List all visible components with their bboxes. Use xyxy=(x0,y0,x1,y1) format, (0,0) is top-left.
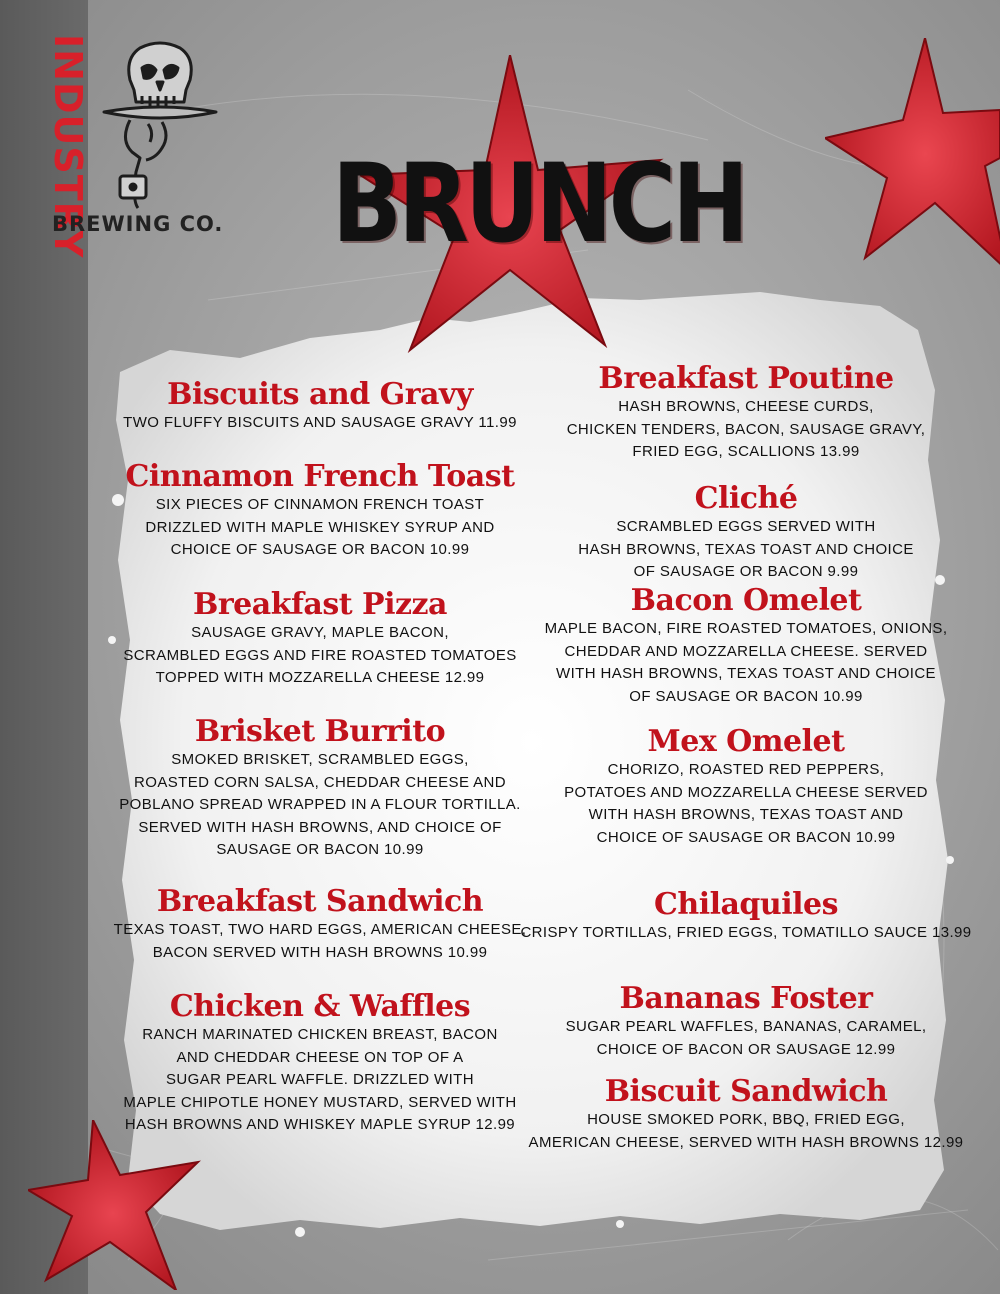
menu-item-description-line: BACON SERVED WITH HASH BROWNS 10.99 xyxy=(152,943,488,961)
menu-item-description-line: SCRAMBLED EGGS AND FIRE ROASTED TOMATOES xyxy=(123,646,517,664)
menu-item-description-line: CHEDDAR AND MOZZARELLA CHEESE. SERVED xyxy=(564,642,928,660)
menu-item-name: Bacon Omelet xyxy=(630,583,862,618)
menu-item-description-line: CHICKEN TENDERS, BACON, SAUSAGE GRAVY, xyxy=(566,420,926,438)
menu-item xyxy=(70,715,570,862)
menu-item-name: Breakfast Sandwich xyxy=(156,884,484,919)
menu-item-description-line: HASH BROWNS, CHEESE CURDS, xyxy=(618,398,874,415)
menu-item-name: Biscuit Sandwich xyxy=(604,1074,888,1109)
menu-item-name: Biscuits and Gravy xyxy=(167,377,473,412)
menu-item-description xyxy=(496,1016,996,1061)
menu-item-description xyxy=(70,919,570,964)
menu-item xyxy=(70,460,570,562)
menu-item-description-line: SUGAR PEARL WAFFLES, BANANAS, CARAMEL, xyxy=(565,1018,927,1035)
menu-item-description-line: SUGAR PEARL WAFFLE. DRIZZLED WITH xyxy=(166,1071,474,1088)
menu-item-description-line: SERVED WITH HASH BROWNS, AND CHOICE OF xyxy=(138,818,502,836)
menu-item-description-line: SMOKED BRISKET, SCRAMBLED EGGS, xyxy=(171,751,469,768)
menu-item-name: Cinnamon French Toast xyxy=(125,459,515,494)
menu-item-description-line: OF SAUSAGE OR BACON 10.99 xyxy=(629,687,863,705)
menu-item-description-line: POBLANO SPREAD WRAPPED IN A FLOUR TORTILLA. xyxy=(119,796,521,813)
menu-item xyxy=(496,584,996,708)
menu-item-name: Mex Omelet xyxy=(647,724,845,759)
menu-item xyxy=(70,378,570,435)
skull-waiter-icon xyxy=(100,40,220,210)
brand-subtitle: BREWING CO. xyxy=(52,212,224,236)
menu-item-description xyxy=(70,1024,570,1137)
menu-item-description-line: CHOICE OF BACON OR SAUSAGE 12.99 xyxy=(596,1040,896,1058)
menu-item-description-line: AND CHEDDAR CHEESE ON TOP OF A xyxy=(176,1048,464,1066)
menu-item-description xyxy=(70,749,570,862)
menu-item-description-line: TWO FLUFFY BISCUITS AND SAUSAGE GRAVY 11.99 xyxy=(123,414,517,431)
menu-item-description-line: DRIZZLED WITH MAPLE WHISKEY SYRUP AND xyxy=(145,518,495,536)
menu-item-description-line: MAPLE BACON, FIRE ROASTED TOMATOES, ONIONS, xyxy=(544,620,948,637)
menu-item-name: Breakfast Poutine xyxy=(598,361,894,396)
star-icon xyxy=(825,38,1000,270)
menu-item-description-line: AMERICAN CHEESE, SERVED WITH HASH BROWNS 12.99 xyxy=(528,1133,964,1151)
menu-item-description-line: SCRAMBLED EGGS SERVED WITH xyxy=(616,518,876,535)
menu-item xyxy=(496,888,996,945)
menu-item xyxy=(70,588,570,690)
menu-item-description-line: CRISPY TORTILLAS, FRIED EGGS, TOMATILLO SAUCE 13.99 xyxy=(520,924,972,941)
menu-item-name: Cliché xyxy=(694,481,798,516)
page-title: BRUNCH xyxy=(332,140,746,267)
menu-item-description-line: SAUSAGE OR BACON 10.99 xyxy=(216,841,424,858)
menu-item-name: Breakfast Pizza xyxy=(193,587,447,622)
menu-item-description xyxy=(496,618,996,708)
menu-item-description-line: SIX PIECES OF CINNAMON FRENCH TOAST xyxy=(155,496,485,513)
menu-item-description xyxy=(496,516,996,584)
menu-item xyxy=(496,1075,996,1154)
menu-item-description xyxy=(70,412,570,435)
menu-item-description-line: SAUSAGE GRAVY, MAPLE BACON, xyxy=(191,624,449,641)
menu-item-description xyxy=(496,396,996,464)
menu-item-description-line: OF SAUSAGE OR BACON 9.99 xyxy=(633,563,859,580)
menu-item-description xyxy=(70,622,570,690)
menu-item-description-line: WITH HASH BROWNS, TEXAS TOAST AND CHOICE xyxy=(556,665,936,682)
menu-item xyxy=(70,990,570,1137)
menu-item-name: Brisket Burrito xyxy=(194,714,446,749)
menu-item xyxy=(496,362,996,464)
menu-item-description-line: ROASTED CORN SALSA, CHEDDAR CHEESE AND xyxy=(134,773,506,791)
menu-item-description-line: RANCH MARINATED CHICKEN BREAST, BACON xyxy=(142,1026,498,1043)
menu-item-description-line: HOUSE SMOKED PORK, BBQ, FRIED EGG, xyxy=(587,1111,905,1128)
menu-item-description-line: HASH BROWNS AND WHISKEY MAPLE SYRUP 12.99 xyxy=(124,1116,516,1133)
menu-item-description xyxy=(496,759,996,849)
menu-item-description-line: MAPLE CHIPOTLE HONEY MUSTARD, SERVED WITH xyxy=(123,1093,517,1111)
menu-item-description-line: CHOICE OF SAUSAGE OR BACON 10.99 xyxy=(170,541,470,558)
menu-item xyxy=(496,725,996,849)
menu-item-description-line: TOPPED WITH MOZZARELLA CHEESE 12.99 xyxy=(155,669,485,686)
menu-item-name: Chicken & Waffles xyxy=(169,989,471,1024)
menu-item-name: Chilaquiles xyxy=(654,887,838,922)
menu-item-description-line: CHORIZO, ROASTED RED PEPPERS, xyxy=(607,761,885,778)
brand-name-vertical: INDUSTRY xyxy=(46,34,90,259)
menu-item xyxy=(496,482,996,584)
star-icon xyxy=(28,1120,203,1290)
menu-item-description-line: WITH HASH BROWNS, TEXAS TOAST AND xyxy=(588,806,904,823)
menu-item-name: Bananas Foster xyxy=(619,981,873,1016)
menu-item-description xyxy=(496,1109,996,1154)
menu-item-description-line: FRIED EGG, SCALLIONS 13.99 xyxy=(632,443,860,460)
menu-item-description-line: CHOICE OF SAUSAGE OR BACON 10.99 xyxy=(596,828,896,846)
menu-item-description-line: TEXAS TOAST, TWO HARD EGGS, AMERICAN CHEESE, xyxy=(113,921,527,938)
menu-item-description-line: HASH BROWNS, TEXAS TOAST AND CHOICE xyxy=(578,540,914,558)
menu-item xyxy=(70,885,570,964)
menu-item xyxy=(496,982,996,1061)
menu-item-description xyxy=(496,922,996,945)
menu-item-description xyxy=(70,494,570,562)
menu-item-description-line: POTATOES AND MOZZARELLA CHEESE SERVED xyxy=(564,783,928,801)
